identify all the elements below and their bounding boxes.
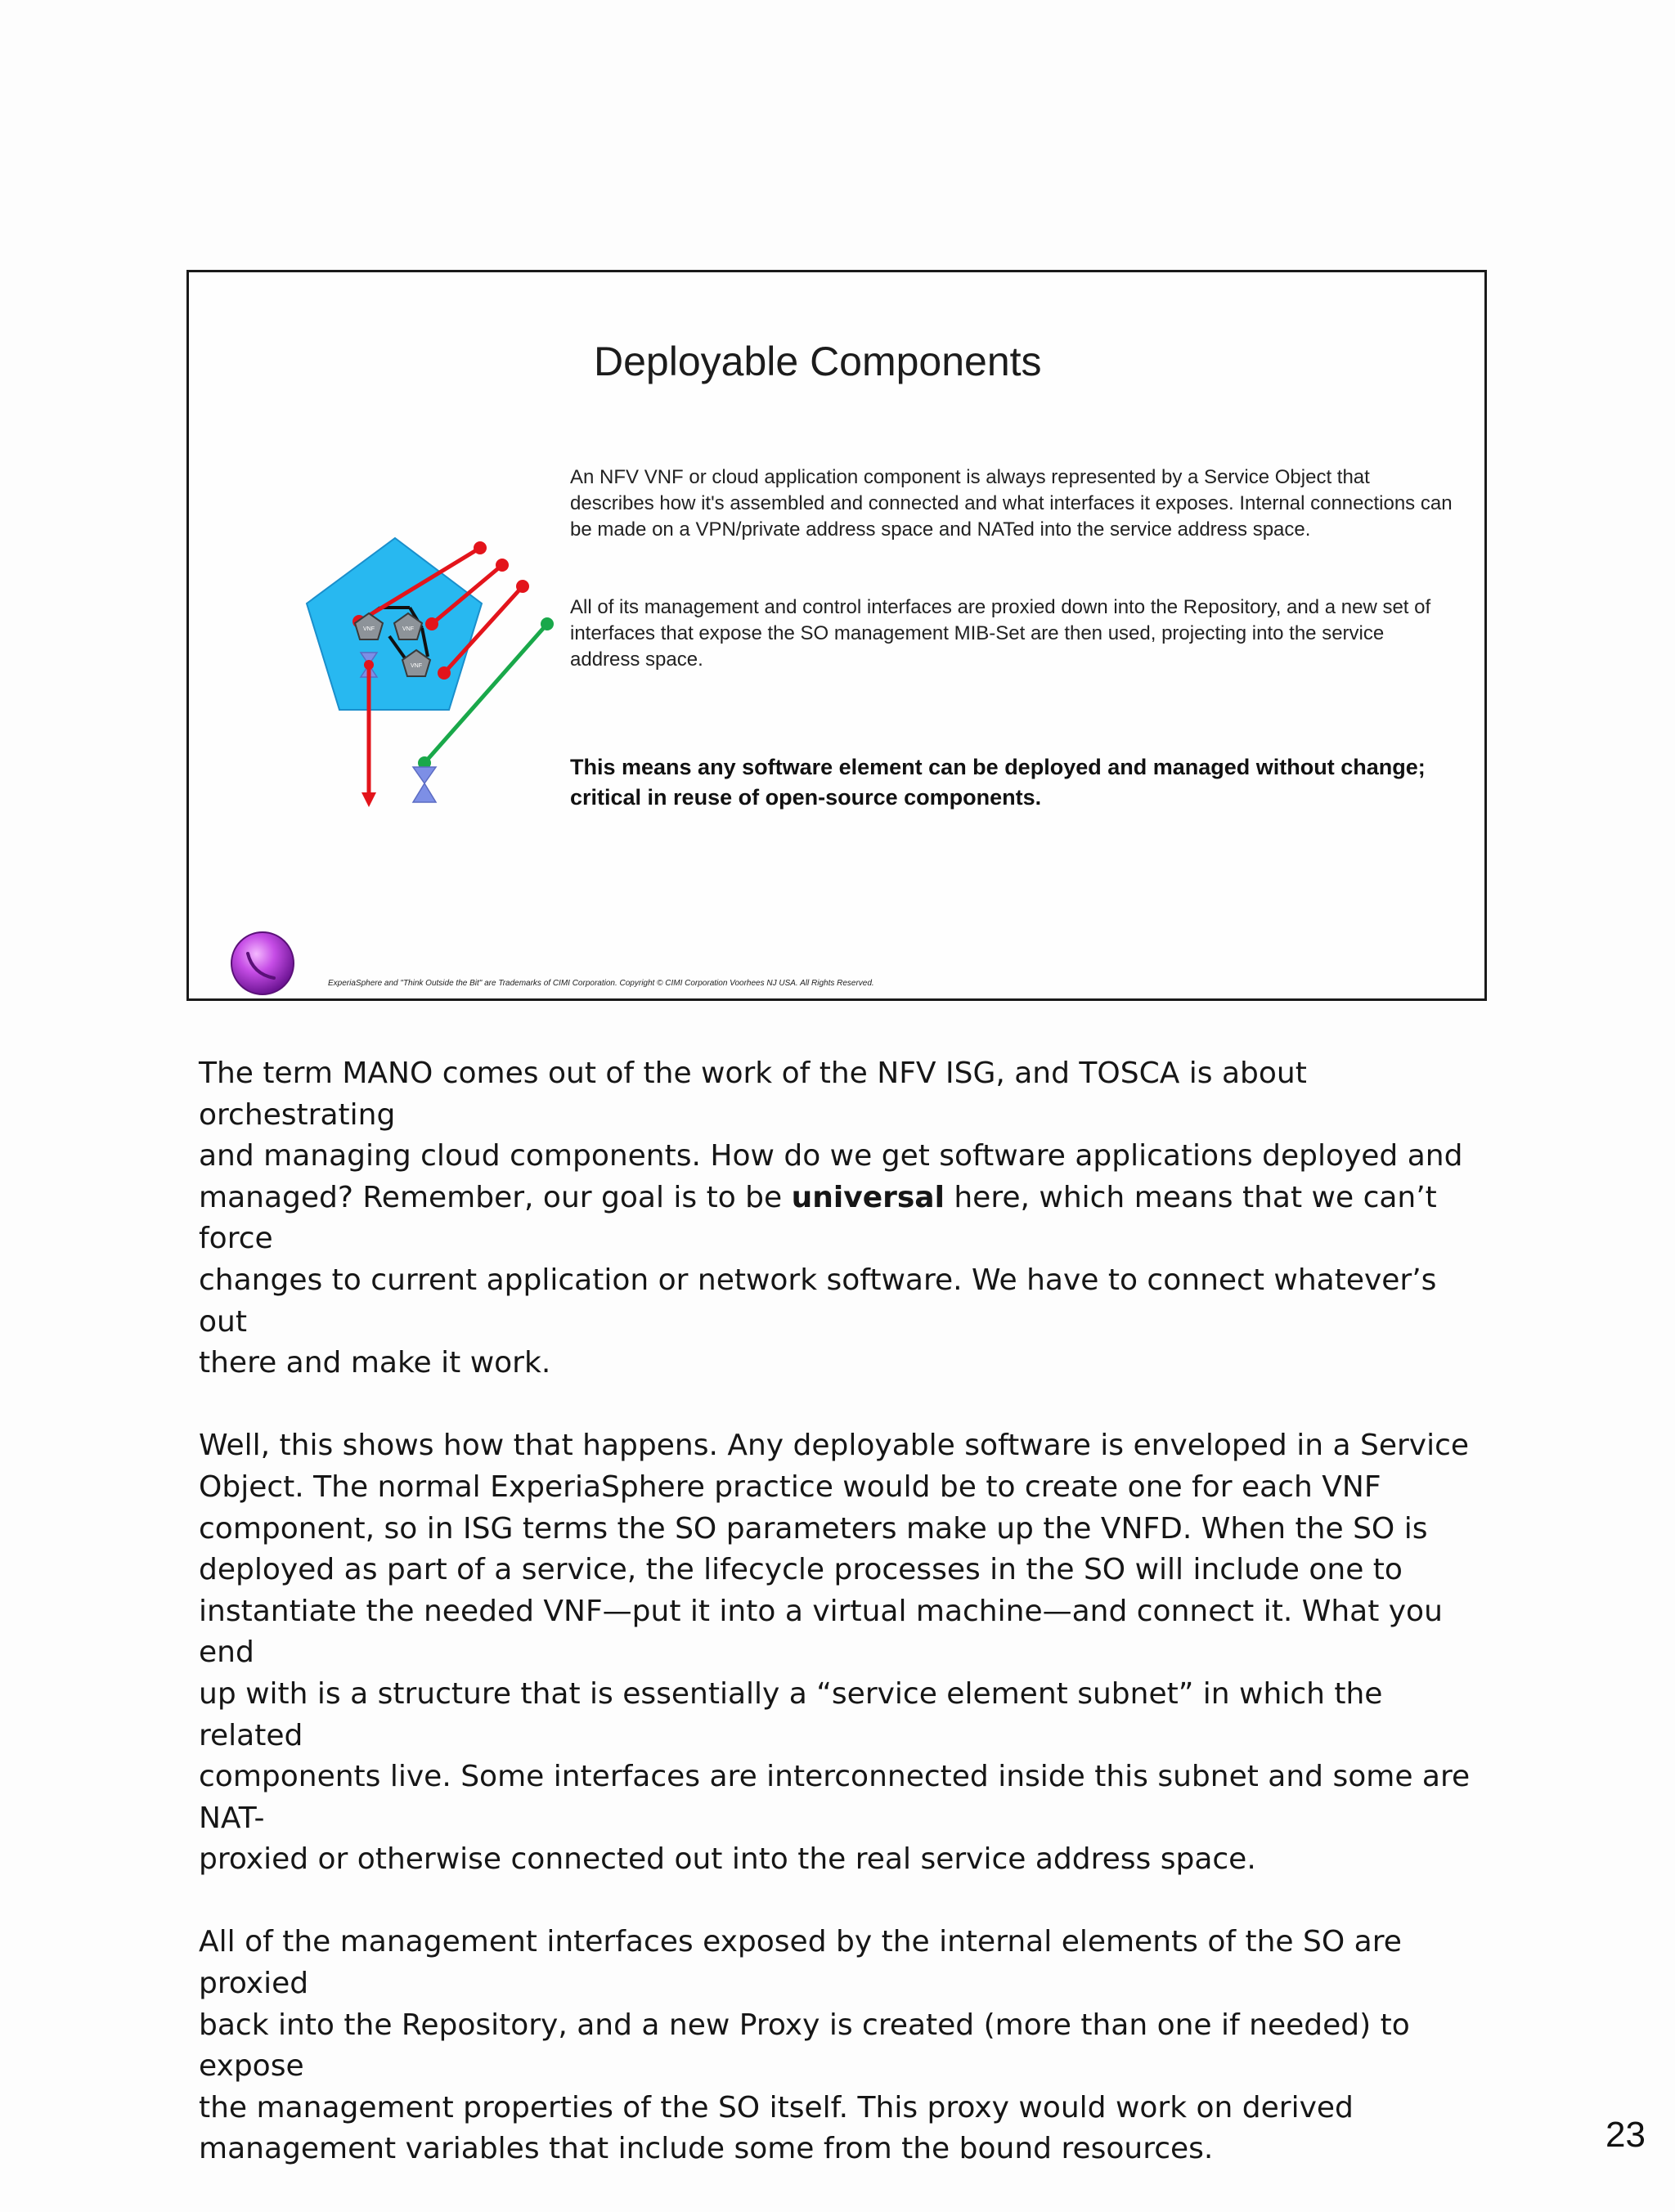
svg-text:VNF: VNF: [363, 626, 375, 632]
experiasphere-logo-icon: [228, 929, 298, 998]
notes-emphasis: universal: [791, 1180, 945, 1214]
speaker-notes: [199, 1053, 1491, 2212]
notes-paragraph-3: All of the management interfaces exposed by the internal elements of the SO are proxied back into the Repository, and a new Proxy is created (more than one if needed) to expose the management properties of the SO itself. This proxy would work on derived management variables that include some from the bound resources.: [199, 1925, 1410, 2166]
notes-text: The term MANO comes out of the work of the NFV ISG, and TOSCA is about orchestrating and managing cloud components. How do we get software applications deployed and managed? Remember, our goal is to be: [199, 1057, 1463, 1214]
slide-paragraph-1: An NFV VNF or cloud application component is always represented by a Service Object that describes how it's assembled and connected and what interfaces it exposes. Internal connections can be made on a VPN/private address space and NATed into the service address space.: [570, 466, 1453, 541]
slide-title: Deployable Components: [594, 339, 1042, 384]
notes-paragraph-1: [199, 1053, 1491, 1384]
svg-text:VNF: VNF: [411, 663, 422, 669]
slide-paragraph-2: All of its management and control interfaces are proxied down into the Repository, and a new set of interfaces that expose the SO management MIB-Set are then used, projecting into the service address space.: [570, 596, 1431, 671]
notes-paragraph-2: Well, this shows how that happens. Any deployable software is enveloped in a Service Object. The normal ExperiaSphere practice would be to create one for each VNF component, so in ISG terms the SO parameters make up the VNFD. When the SO is deployed as part of a service, the lifecycle processes in the SO will include one to instantiate the needed VNF—put it into a virtual machine—and connect it. What you end up with is a structure that is essentially a “service element subnet” in which the related components live. Some interfaces are interconnected inside this subnet and some are NAT- proxied or otherwise connected out into the real service address space.: [199, 1429, 1471, 1877]
notes-text: here, which means that we can’t force changes to current application or network software. We have to connect whatever’s out there and make it work.: [199, 1180, 1437, 1380]
service-object-diagram: [238, 501, 582, 845]
slide-paragraph-3: This means any software element can be deployed and managed without change; critical in reuse of open-source components.: [570, 755, 1426, 810]
page-number: 23: [1605, 2115, 1646, 2155]
trademark-footer: ExperiaSphere and "Think Outside the Bit" are Trademarks of CIMI Corporation. Copyright © CIMI Corporation Voorhees NJ USA. All Rights Reserved.: [328, 979, 874, 988]
svg-text:VNF: VNF: [402, 626, 414, 632]
proxy-hourglass-icon: [413, 767, 436, 802]
slide-frame: [186, 270, 1487, 1001]
